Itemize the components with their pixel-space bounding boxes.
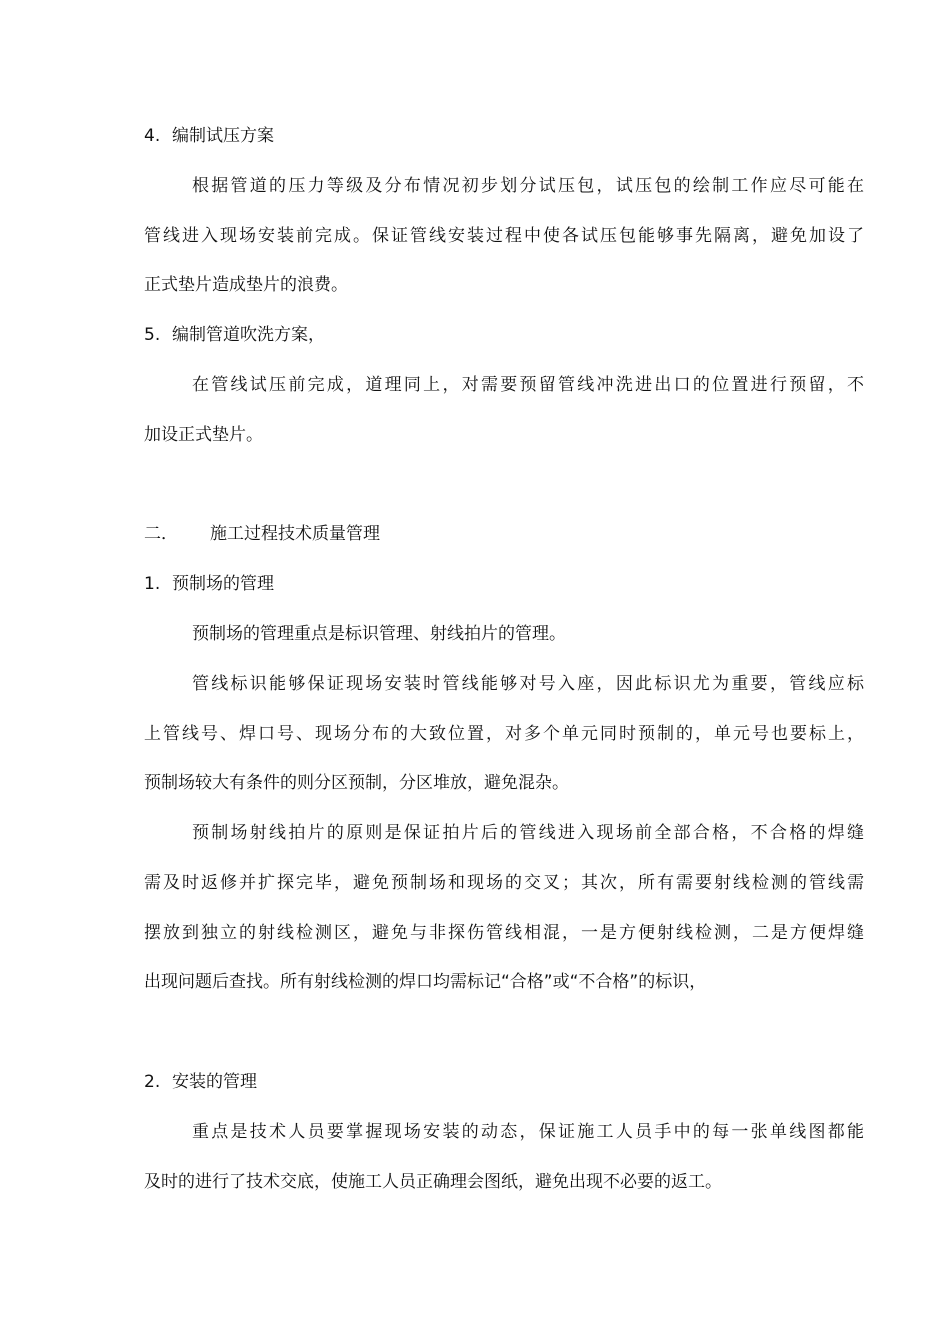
- item-5-heading: [144, 324, 864, 346]
- item-5-line-1: 在管线试压前完成，道理同上，对需要预留管线冲洗进出口的位置进行预留，不: [192, 375, 864, 395]
- sub-1-heading: [144, 573, 864, 595]
- section-2-title: 施工过程技术质量管理: [210, 524, 380, 544]
- item-4-line-2: 管线进入现场安装前完成。保证管线安装过程中使各试压包能够事先隔离，避免加设了: [144, 226, 864, 246]
- section-2-number: 二．: [144, 524, 178, 544]
- sub-1-para-2-line-3: 预制场较大有条件的则分区预制，分区堆放，避免混杂。: [144, 773, 569, 793]
- item-5-title: 编制管道吹洗方案，: [172, 325, 325, 345]
- sub-2-line-1: 重点是技术人员要掌握现场安装的动态，保证施工人员手中的每一张单线图都能: [192, 1122, 864, 1142]
- sub-2-line-2: 及时的进行了技术交底，使施工人员正确理会图纸，避免出现不必要的返工。: [144, 1172, 722, 1192]
- sub-1-para-2-line-2: 上管线号、焊口号、现场分布的大致位置，对多个单元同时预制的，单元号也要标上，: [144, 724, 864, 744]
- sub-1-para-3-line-2: 需及时返修并扩探完毕，避免预制场和现场的交叉；其次，所有需要射线检测的管线需: [144, 873, 864, 893]
- item-4-heading: [144, 125, 864, 147]
- item-4-number: 4.: [144, 126, 161, 146]
- section-2-heading: [144, 523, 864, 545]
- sub-2-title: 安装的管理: [172, 1072, 257, 1092]
- sub-1-para-3-line-4: 出现问题后查找。所有射线检测的焊口均需标记“合格”或“不合格”的标识，: [144, 972, 707, 992]
- sub-2-number: 2.: [144, 1072, 161, 1092]
- sub-2-heading: [144, 1071, 864, 1093]
- item-4-line-1: 根据管道的压力等级及分布情况初步划分试压包，试压包的绘制工作应尽可能在: [192, 176, 864, 196]
- item-4-title: 编制试压方案: [172, 126, 274, 146]
- item-4-line-3: 正式垫片造成垫片的浪费。: [144, 275, 348, 295]
- sub-1-para-3-line-1: 预制场射线拍片的原则是保证拍片后的管线进入现场前全部合格，不合格的焊缝: [192, 823, 864, 843]
- sub-1-para-1-line-1: 预制场的管理重点是标识管理、射线拍片的管理。: [192, 624, 566, 644]
- sub-1-number: 1.: [144, 574, 161, 594]
- item-5-number: 5.: [144, 325, 161, 345]
- sub-1-para-2-line-1: 管线标识能够保证现场安装时管线能够对号入座，因此标识尤为重要，管线应标: [192, 674, 864, 694]
- sub-1-para-3-line-3: 摆放到独立的射线检测区，避免与非探伤管线相混，一是方便射线检测，二是方便焊缝: [144, 923, 864, 943]
- sub-1-title: 预制场的管理: [172, 574, 274, 594]
- item-5-line-2: 加设正式垫片。: [144, 425, 263, 445]
